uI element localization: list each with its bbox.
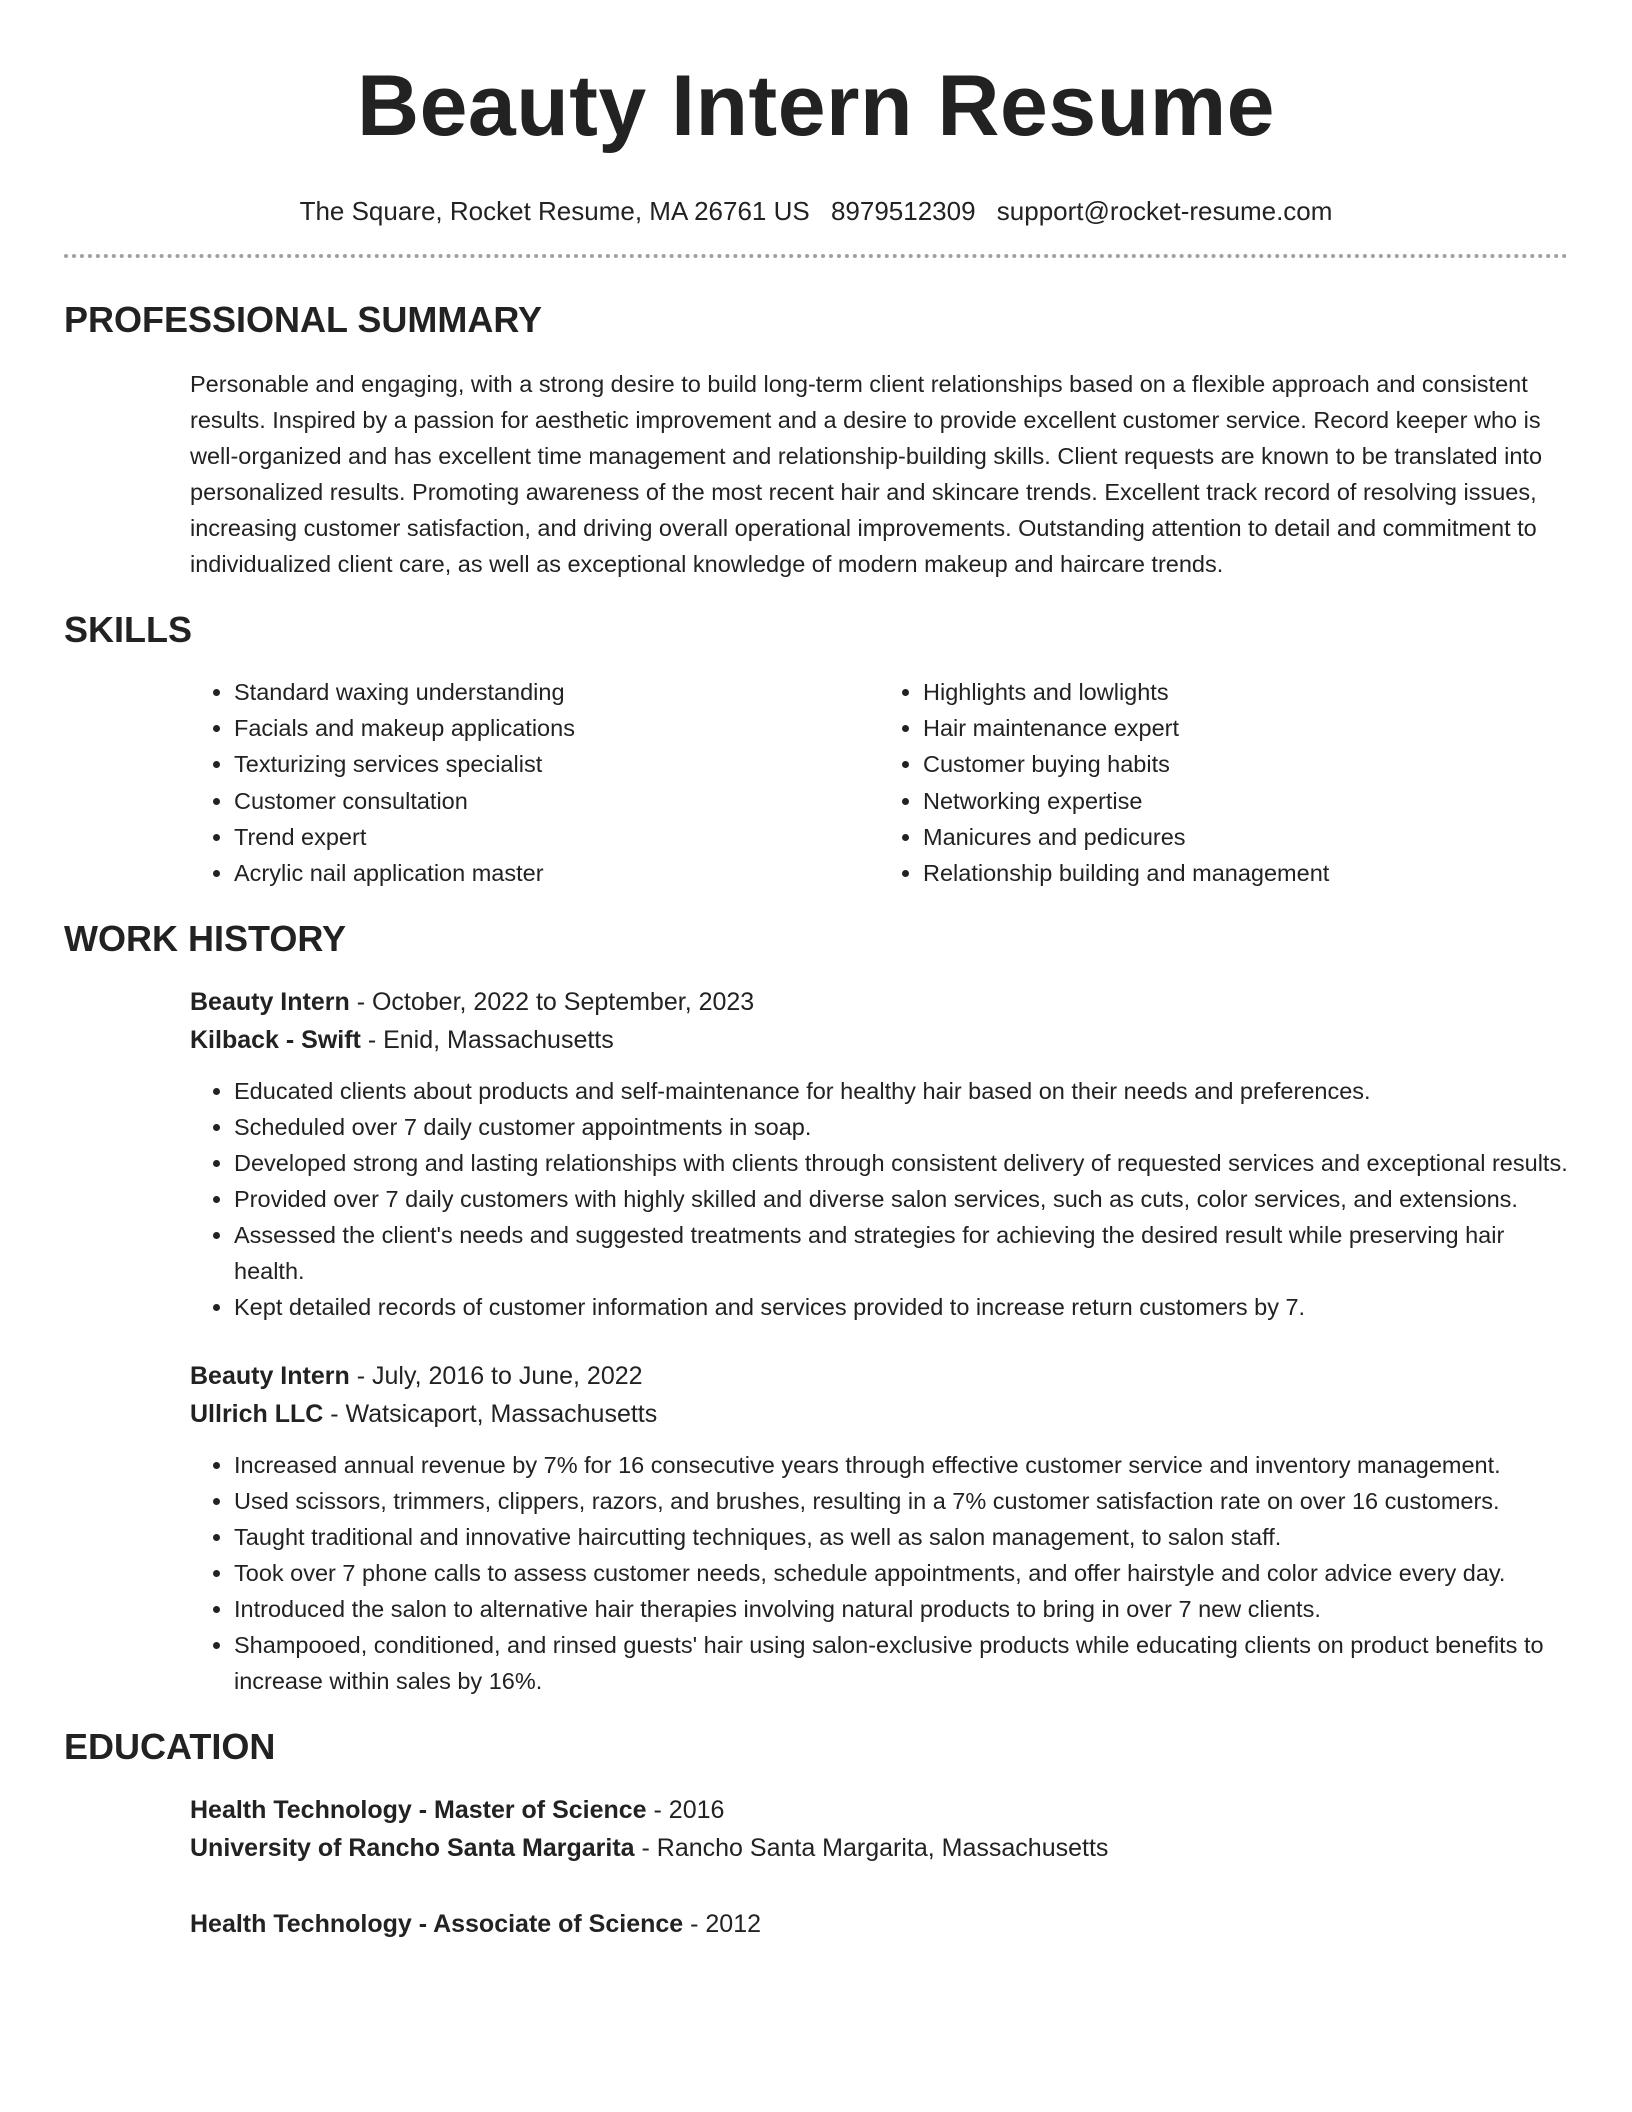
- summary-section: [64, 298, 1568, 582]
- skill-item: • Standard waxing understanding: [234, 674, 879, 710]
- job-role-line: [190, 1357, 1568, 1395]
- job-bullet: • Took over 7 phone calls to assess customer needs, schedule appointments, and offer hairstyle and color advice every day.: [234, 1555, 1568, 1591]
- skill-item: • Hair maintenance expert: [923, 710, 1568, 746]
- skill-item: • Customer buying habits: [923, 746, 1568, 782]
- job-company: Kilback - Swift: [190, 1026, 361, 1055]
- work-history-heading: WORK HISTORY: [64, 918, 347, 960]
- job-bullet: • Increased annual revenue by 7% for 16 consecutive years through effective customer service and inventory management.: [234, 1447, 1568, 1483]
- job-entry: [190, 1357, 1568, 1699]
- job-bullet: • Provided over 7 daily customers with highly skilled and diverse salon services, such as cuts, color services, and extensions.: [234, 1181, 1568, 1217]
- summary-text: Personable and engaging, with a strong desire to build long-term client relationships based on a flexible approach and consistent results. Inspired by a passion for aesthetic improvement and a desire to provide excellent customer service. Record keeper who is well-organized and has excellent time management and relationship-building skills. Client requests are known to be translated into personalized results. Promoting awareness of the most recent hair and skincare trends. Excellent track record of resolving issues, increasing customer satisfaction, and driving overall operational improvements. Outstanding attention to detail and commitment to individualized client care, as well as exceptional knowledge of modern makeup and haircare trends.: [190, 371, 1543, 577]
- skills-list-left: [190, 674, 879, 891]
- education-section: [64, 1725, 1568, 1943]
- contact-phone: 8979512309: [830, 196, 976, 226]
- job-company-line: [190, 1395, 1568, 1433]
- education-school: University of Rancho Santa Margarita: [190, 1834, 635, 1863]
- job-bullet: • Educated clients about products and self-maintenance for healthy hair based on their needs and preferences.: [234, 1073, 1568, 1109]
- resume-title: Beauty Intern Resume: [356, 58, 1276, 154]
- job-bullet: • Kept detailed records of customer information and services provided to increase return customers by 7.: [234, 1289, 1568, 1325]
- job-bullet: • Shampooed, conditioned, and rinsed guests' hair using salon-exclusive products while educating clients on product benefits to increase within sales by 16%.: [234, 1627, 1568, 1699]
- job-bullet: • Developed strong and lasting relationships with clients through consistent delivery of requested services and exceptional results.: [234, 1145, 1568, 1181]
- skill-item: • Facials and makeup applications: [234, 710, 879, 746]
- contact-address: The Square, Rocket Resume, MA 26761 US: [299, 196, 810, 226]
- skills-section: [64, 608, 1568, 891]
- job-bullets: [190, 1073, 1568, 1325]
- job-bullets: [190, 1447, 1568, 1699]
- skills-heading: SKILLS: [64, 609, 193, 650]
- header-divider: [64, 254, 1568, 258]
- job-bullet: • Used scissors, trimmers, clippers, razors, and brushes, resulting in a 7% customer satisfaction rate on over 16 customers.: [234, 1483, 1568, 1519]
- contact-email: support@rocket-resume.com: [996, 196, 1333, 226]
- job-bullet: • Scheduled over 7 daily customer appointments in soap.: [234, 1109, 1568, 1145]
- job-company-line: [190, 1021, 1568, 1059]
- skill-item: • Networking expertise: [923, 783, 1568, 819]
- job-bullet: • Introduced the salon to alternative hair therapies involving natural products to bring in over 7 new clients.: [234, 1591, 1568, 1627]
- skill-item: • Acrylic nail application master: [234, 855, 879, 891]
- education-heading: EDUCATION: [64, 1726, 276, 1768]
- work-history-section: [64, 917, 1568, 1699]
- job-location: - Watsicaport, Massachusetts: [323, 1400, 658, 1429]
- skill-item: • Trend expert: [234, 819, 879, 855]
- job-role-line: [190, 983, 1568, 1021]
- skill-item: • Manicures and pedicures: [923, 819, 1568, 855]
- summary-heading: PROFESSIONAL SUMMARY: [64, 299, 543, 340]
- skills-columns: [190, 674, 1568, 891]
- contact-line: [64, 194, 1568, 228]
- education-year: - 2016: [646, 1796, 725, 1825]
- education-year: - 2012: [683, 1910, 762, 1939]
- job-dates: - July, 2016 to June, 2022: [349, 1362, 643, 1391]
- education-degree: Health Technology - Master of Science: [190, 1796, 647, 1825]
- skill-item: • Texturizing services specialist: [234, 746, 879, 782]
- job-bullet: • Assessed the client's needs and suggested treatments and strategies for achieving the desired result while preserving hair health.: [234, 1217, 1568, 1289]
- education-entry: [190, 1905, 1568, 1943]
- skill-item: • Highlights and lowlights: [923, 674, 1568, 710]
- skills-list-right: [879, 674, 1568, 891]
- job-entry: [190, 983, 1568, 1325]
- job-dates: - October, 2022 to September, 2023: [349, 988, 755, 1017]
- skill-item: • Relationship building and management: [923, 855, 1568, 891]
- job-bullet: • Taught traditional and innovative haircutting techniques, as well as salon management, to salon staff.: [234, 1519, 1568, 1555]
- skill-item: • Customer consultation: [234, 783, 879, 819]
- job-role: Beauty Intern: [190, 988, 350, 1017]
- job-role: Beauty Intern: [190, 1362, 350, 1391]
- job-company: Ullrich LLC: [190, 1400, 324, 1429]
- education-school-line: [190, 1829, 1568, 1867]
- education-degree: Health Technology - Associate of Science: [190, 1910, 684, 1939]
- education-entry: [190, 1791, 1568, 1867]
- education-degree-line: [190, 1791, 1568, 1829]
- education-degree-line: [190, 1905, 1568, 1943]
- job-location: - Enid, Massachusetts: [360, 1026, 614, 1055]
- education-location: - Rancho Santa Margarita, Massachusetts: [634, 1834, 1109, 1863]
